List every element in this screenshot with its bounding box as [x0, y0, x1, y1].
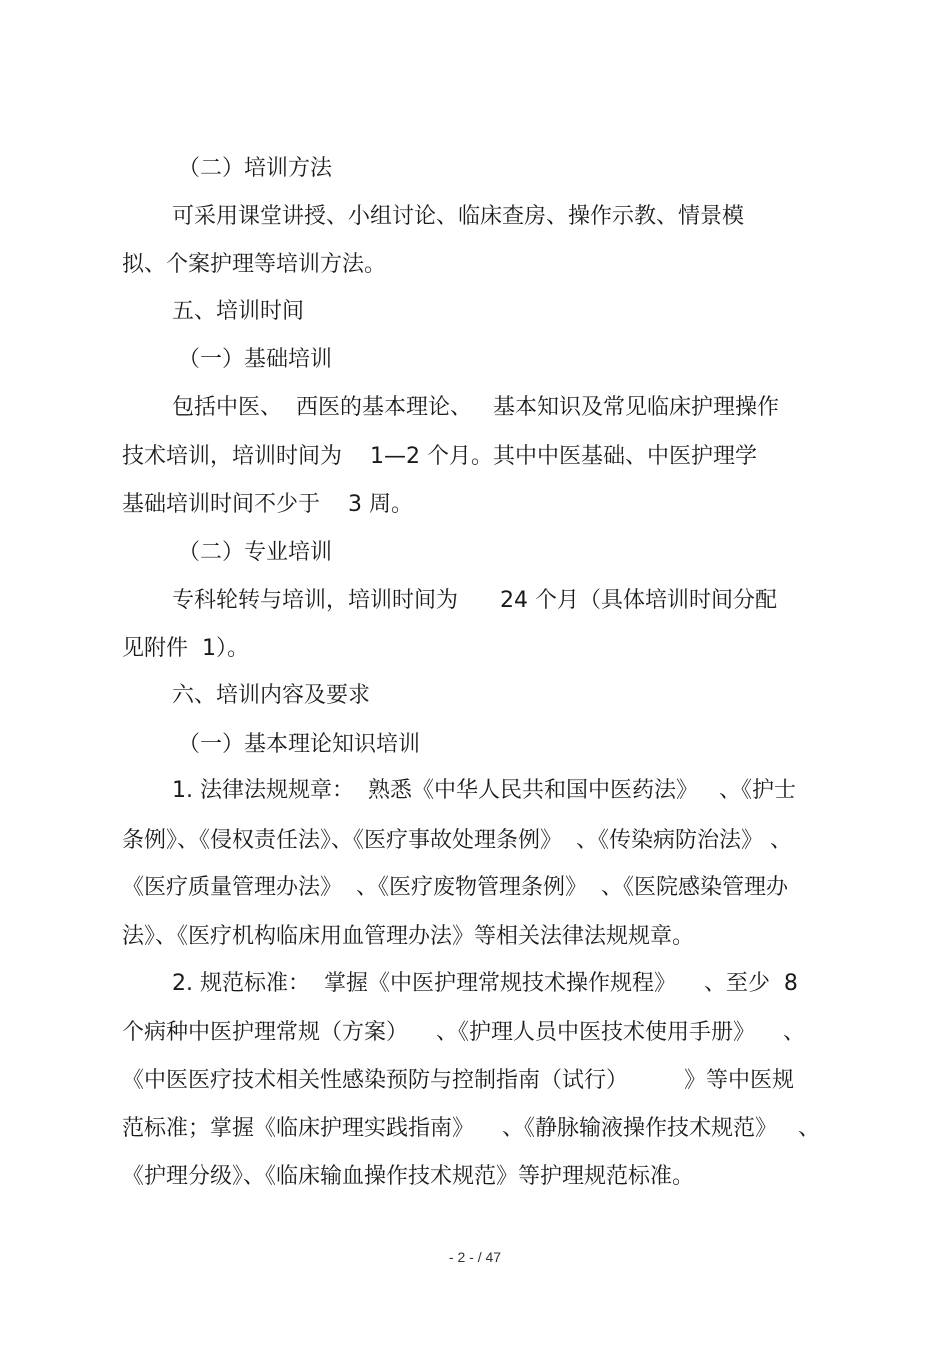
paragraph-line: 拟、个案护理等培训方法。 [122, 252, 387, 277]
paragraph-line: 专科轮转与培训，培训时间为 24 个月（具体培训时间分配 [172, 588, 777, 613]
heading-training-time: 五、培训时间 [172, 299, 305, 324]
paragraph-line: 《中医医疗技术相关性感染预防与控制指南（试行） 》等中医规 [122, 1068, 794, 1093]
heading-training-methods: （二）培训方法 [178, 156, 333, 181]
paragraph-line: 范标准；掌握《临床护理实践指南》 、《静脉输液操作技术规范》 、 [122, 1116, 820, 1141]
paragraph-line: 包括中医、 西医的基本理论、 基本知识及常见临床护理操作 [172, 395, 779, 420]
paragraph-line: 基础培训时间不少于 3 周。 [122, 492, 413, 517]
paragraph-line: 见附件 1）。 [122, 636, 249, 661]
paragraph-line: 可采用课堂讲授、小组讨论、临床查房、操作示教、情景模 [172, 204, 745, 229]
heading-basic-training: （一）基础培训 [178, 347, 333, 372]
paragraph-line: 《医疗质量管理办法》 、《医疗废物管理条例》 、《医院感染管理办 [122, 875, 788, 900]
paragraph-line: 个病种中医护理常规（方案） 、《护理人员中医技术使用手册》 、 [122, 1020, 805, 1045]
paragraph-line: 条例》、《侵权责任法》、《医疗事故处理条例》 、《传染病防治法》 、 [122, 828, 792, 853]
paragraph-line: 技术培训，培训时间为 1—2 个月。其中中医基础、中医护理学 [122, 444, 757, 469]
heading-specialty-training: （二）专业培训 [178, 540, 333, 565]
heading-training-content: 六、培训内容及要求 [172, 683, 371, 708]
paragraph-line: 2. 规范标准： 掌握《中医护理常规技术操作规程》 、至少 8 [172, 971, 798, 996]
paragraph-line: 1. 法律法规规章： 熟悉《中华人民共和国中医药法》 、《护士 [172, 778, 796, 803]
paragraph-line: 《护理分级》、《临床输血操作技术规范》等护理规范标准。 [122, 1164, 695, 1189]
heading-theory-training: （一）基本理论知识培训 [178, 732, 421, 757]
paragraph-line: 法》、《医疗机构临床用血管理办法》等相关法律法规规章。 [122, 924, 695, 949]
page-number: - 2 - / 47 [448, 1249, 502, 1265]
